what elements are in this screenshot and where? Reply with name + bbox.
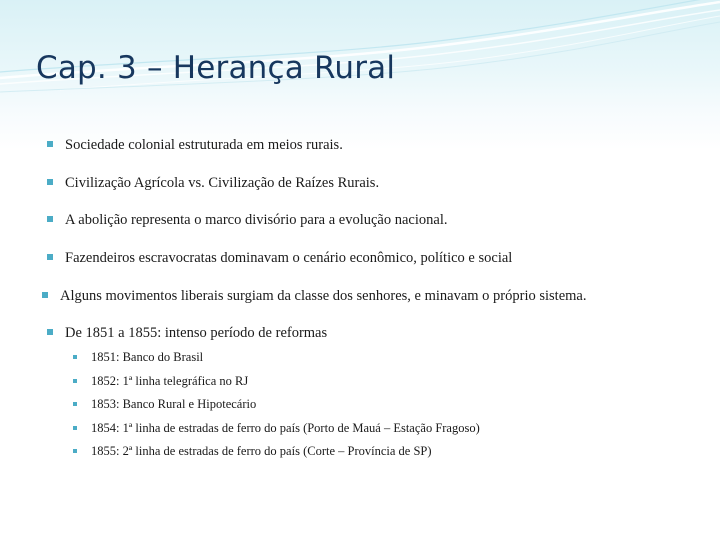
sub-bullet-item (73, 350, 203, 365)
slide-title: Cap. 3 – Herança Rural (36, 50, 396, 86)
sub-bullet-item (73, 374, 248, 389)
bullet-text: Sociedade colonial estruturada em meios rurais. (65, 137, 343, 153)
bullet-item (47, 212, 447, 229)
bullet-item (42, 288, 586, 305)
bullet-text: A abolição representa o marco divisório para a evolução nacional. (65, 212, 448, 228)
square-bullet-icon (73, 426, 77, 430)
square-bullet-icon (73, 379, 77, 383)
square-bullet-icon (73, 449, 77, 453)
sub-bullet-text: 1851: Banco do Brasil (91, 350, 204, 364)
square-bullet-icon (47, 329, 53, 335)
square-bullet-icon (47, 179, 53, 185)
square-bullet-icon (47, 216, 53, 222)
bullet-item (47, 175, 379, 192)
square-bullet-icon (73, 355, 77, 359)
bullet-text: De 1851 a 1855: intenso período de reformas (65, 325, 328, 341)
bullet-item (47, 325, 327, 342)
sub-bullet-text: 1853: Banco Rural e Hipotecário (91, 397, 257, 411)
sub-bullet-text: 1852: 1ª linha telegráfica no RJ (91, 374, 249, 388)
sub-bullet-item (73, 444, 432, 459)
bullet-item (47, 137, 343, 154)
square-bullet-icon (73, 402, 77, 406)
square-bullet-icon (47, 254, 53, 260)
bullet-text: Fazendeiros escravocratas dominavam o cenário econômico, político e social (65, 250, 513, 266)
square-bullet-icon (42, 292, 48, 298)
bullet-item (47, 250, 512, 267)
bullet-text: Civilização Agrícola vs. Civilização de Raízes Rurais. (65, 175, 380, 191)
sub-bullet-item (73, 397, 256, 412)
sub-bullet-item (73, 421, 480, 436)
bullet-text: Alguns movimentos liberais surgiam da classe dos senhores, e minavam o próprio sistema. (60, 288, 587, 304)
sub-bullet-text: 1855: 2ª linha de estradas de ferro do país (Corte – Província de SP) (91, 444, 432, 458)
square-bullet-icon (47, 141, 53, 147)
sub-bullet-text: 1854: 1ª linha de estradas de ferro do país (Porto de Mauá – Estação Fragoso) (91, 421, 480, 435)
